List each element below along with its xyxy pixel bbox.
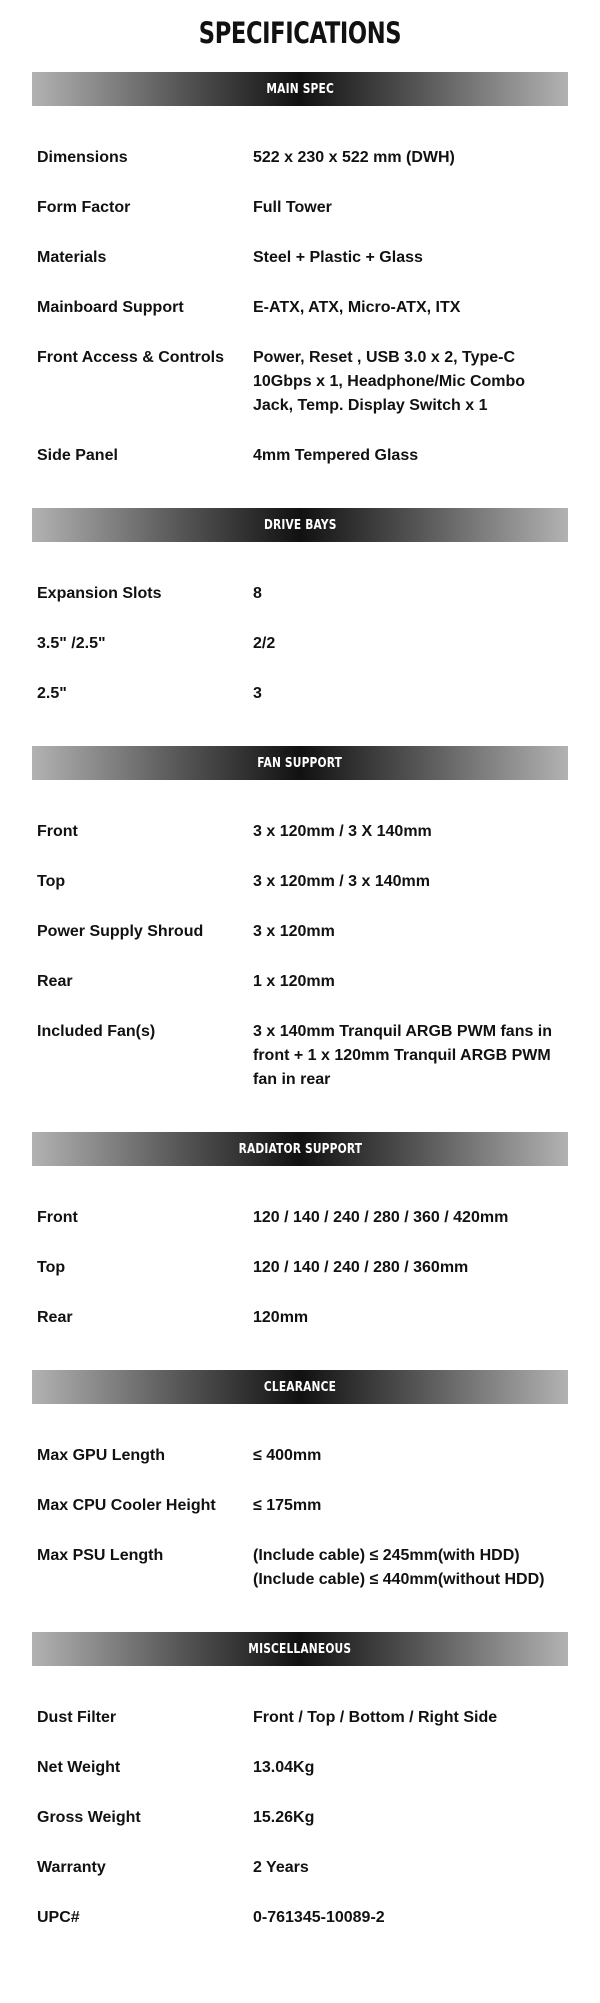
spec-value: Front / Top / Bottom / Right Side [253,1709,498,1726]
spec-label: Side Panel [37,447,118,464]
spec-row [37,1007,600,1105]
spec-value: (Include cable) ≤ 245mm(with HDD) (Include cable) ≤ 440mm(without HDD) [253,1547,545,1588]
spec-sections [0,72,600,1970]
spec-row [37,907,600,957]
spec-row [37,1193,600,1243]
spec-row [37,183,600,233]
spec-label: Dust Filter [37,1709,117,1726]
section-header-radiator-support [32,1132,568,1166]
spec-value: 522 x 230 x 522 mm (DWH) [253,149,455,166]
spec-value: 3 x 120mm [253,923,335,940]
section-title: MAIN SPEC [266,81,334,97]
spec-table [0,542,600,746]
spec-row [37,1843,600,1893]
spec-label: Warranty [37,1859,106,1876]
spec-row [37,619,600,669]
spec-table [0,106,600,508]
spec-row [37,957,600,1007]
spec-row [37,1693,600,1743]
spec-table [0,780,600,1132]
section-header-miscellaneous [32,1632,568,1666]
spec-label: Max GPU Length [37,1447,166,1464]
spec-value: 3 x 140mm Tranquil ARGB PWM fans in front + 1 x 120mm Tranquil ARGB PWM fan in rear [253,1023,553,1088]
spec-label: Max CPU Cooler Height [37,1497,216,1514]
spec-label: Materials [37,249,107,266]
section-title: MISCELLANEOUS [248,1641,352,1657]
spec-value: ≤ 175mm [253,1497,322,1514]
spec-row [37,333,600,431]
spec-label: Front [37,823,78,840]
spec-label: Mainboard Support [37,299,184,316]
spec-value: 2/2 [253,635,276,652]
spec-row [37,1531,600,1605]
spec-row [37,1743,600,1793]
spec-label: Gross Weight [37,1809,141,1826]
spec-value: 120mm [253,1309,309,1326]
spec-value: 120 / 140 / 240 / 280 / 360mm [253,1259,469,1276]
spec-value: 3 x 120mm / 3 x 140mm [253,873,431,890]
section-title: RADIATOR SUPPORT [238,1141,362,1157]
spec-row [37,857,600,907]
spec-label: Form Factor [37,199,131,216]
spec-label: Dimensions [37,149,128,166]
spec-table [0,1404,600,1632]
spec-value: Full Tower [253,199,332,216]
page-title: SPECIFICATIONS [198,16,402,50]
section-header-drive-bays [32,508,568,542]
spec-label: Front Access & Controls [37,349,224,366]
spec-label: Expansion Slots [37,585,162,602]
spec-value: 0-761345-10089-2 [253,1909,385,1926]
spec-label: UPC# [37,1909,80,1926]
spec-value: 1 x 120mm [253,973,335,990]
spec-value: ≤ 400mm [253,1447,322,1464]
section-title: CLEARANCE [263,1379,337,1395]
spec-row [37,569,600,619]
spec-row [37,1431,600,1481]
spec-row [37,669,600,719]
spec-label: Rear [37,1309,73,1326]
spec-row [37,1793,600,1843]
section-title: DRIVE BAYS [263,517,337,533]
spec-row [37,1481,600,1531]
spec-value: 8 [253,585,262,602]
section-header-fan-support [32,746,568,780]
spec-row [37,283,600,333]
section-header-main-spec [32,72,568,106]
spec-row [37,133,600,183]
spec-label: Max PSU Length [37,1547,164,1564]
spec-value: 3 [253,685,262,702]
spec-value: 15.26Kg [253,1809,315,1826]
spec-label: Included Fan(s) [37,1023,156,1040]
spec-value: 13.04Kg [253,1759,315,1776]
spec-value: 3 x 120mm / 3 X 140mm [253,823,432,840]
spec-value: 120 / 140 / 240 / 280 / 360 / 420mm [253,1209,509,1226]
spec-label: Rear [37,973,73,990]
spec-label: Power Supply Shroud [37,923,204,940]
spec-table [0,1166,600,1370]
spec-label: Net Weight [37,1759,121,1776]
spec-row [37,1243,600,1293]
spec-label: Top [37,873,66,890]
spec-value: 4mm Tempered Glass [253,447,419,464]
spec-value: Steel + Plastic + Glass [253,249,423,266]
spec-label: 3.5" /2.5" [37,635,106,652]
section-header-clearance [32,1370,568,1404]
spec-value: E-ATX, ATX, Micro-ATX, ITX [253,299,461,316]
spec-label: 2.5" [37,685,67,702]
spec-label: Top [37,1259,66,1276]
section-title: FAN SUPPORT [257,755,343,771]
spec-table [0,1666,600,1970]
spec-row [37,807,600,857]
spec-row [37,233,600,283]
spec-row [37,431,600,481]
spec-row [37,1893,600,1943]
spec-value: 2 Years [253,1859,309,1876]
spec-label: Front [37,1209,78,1226]
spec-row [37,1293,600,1343]
spec-value: Power, Reset , USB 3.0 x 2, Type-C 10Gbps x 1, Headphone/Mic Combo Jack, Temp. Display Switch x 1 [253,349,526,414]
